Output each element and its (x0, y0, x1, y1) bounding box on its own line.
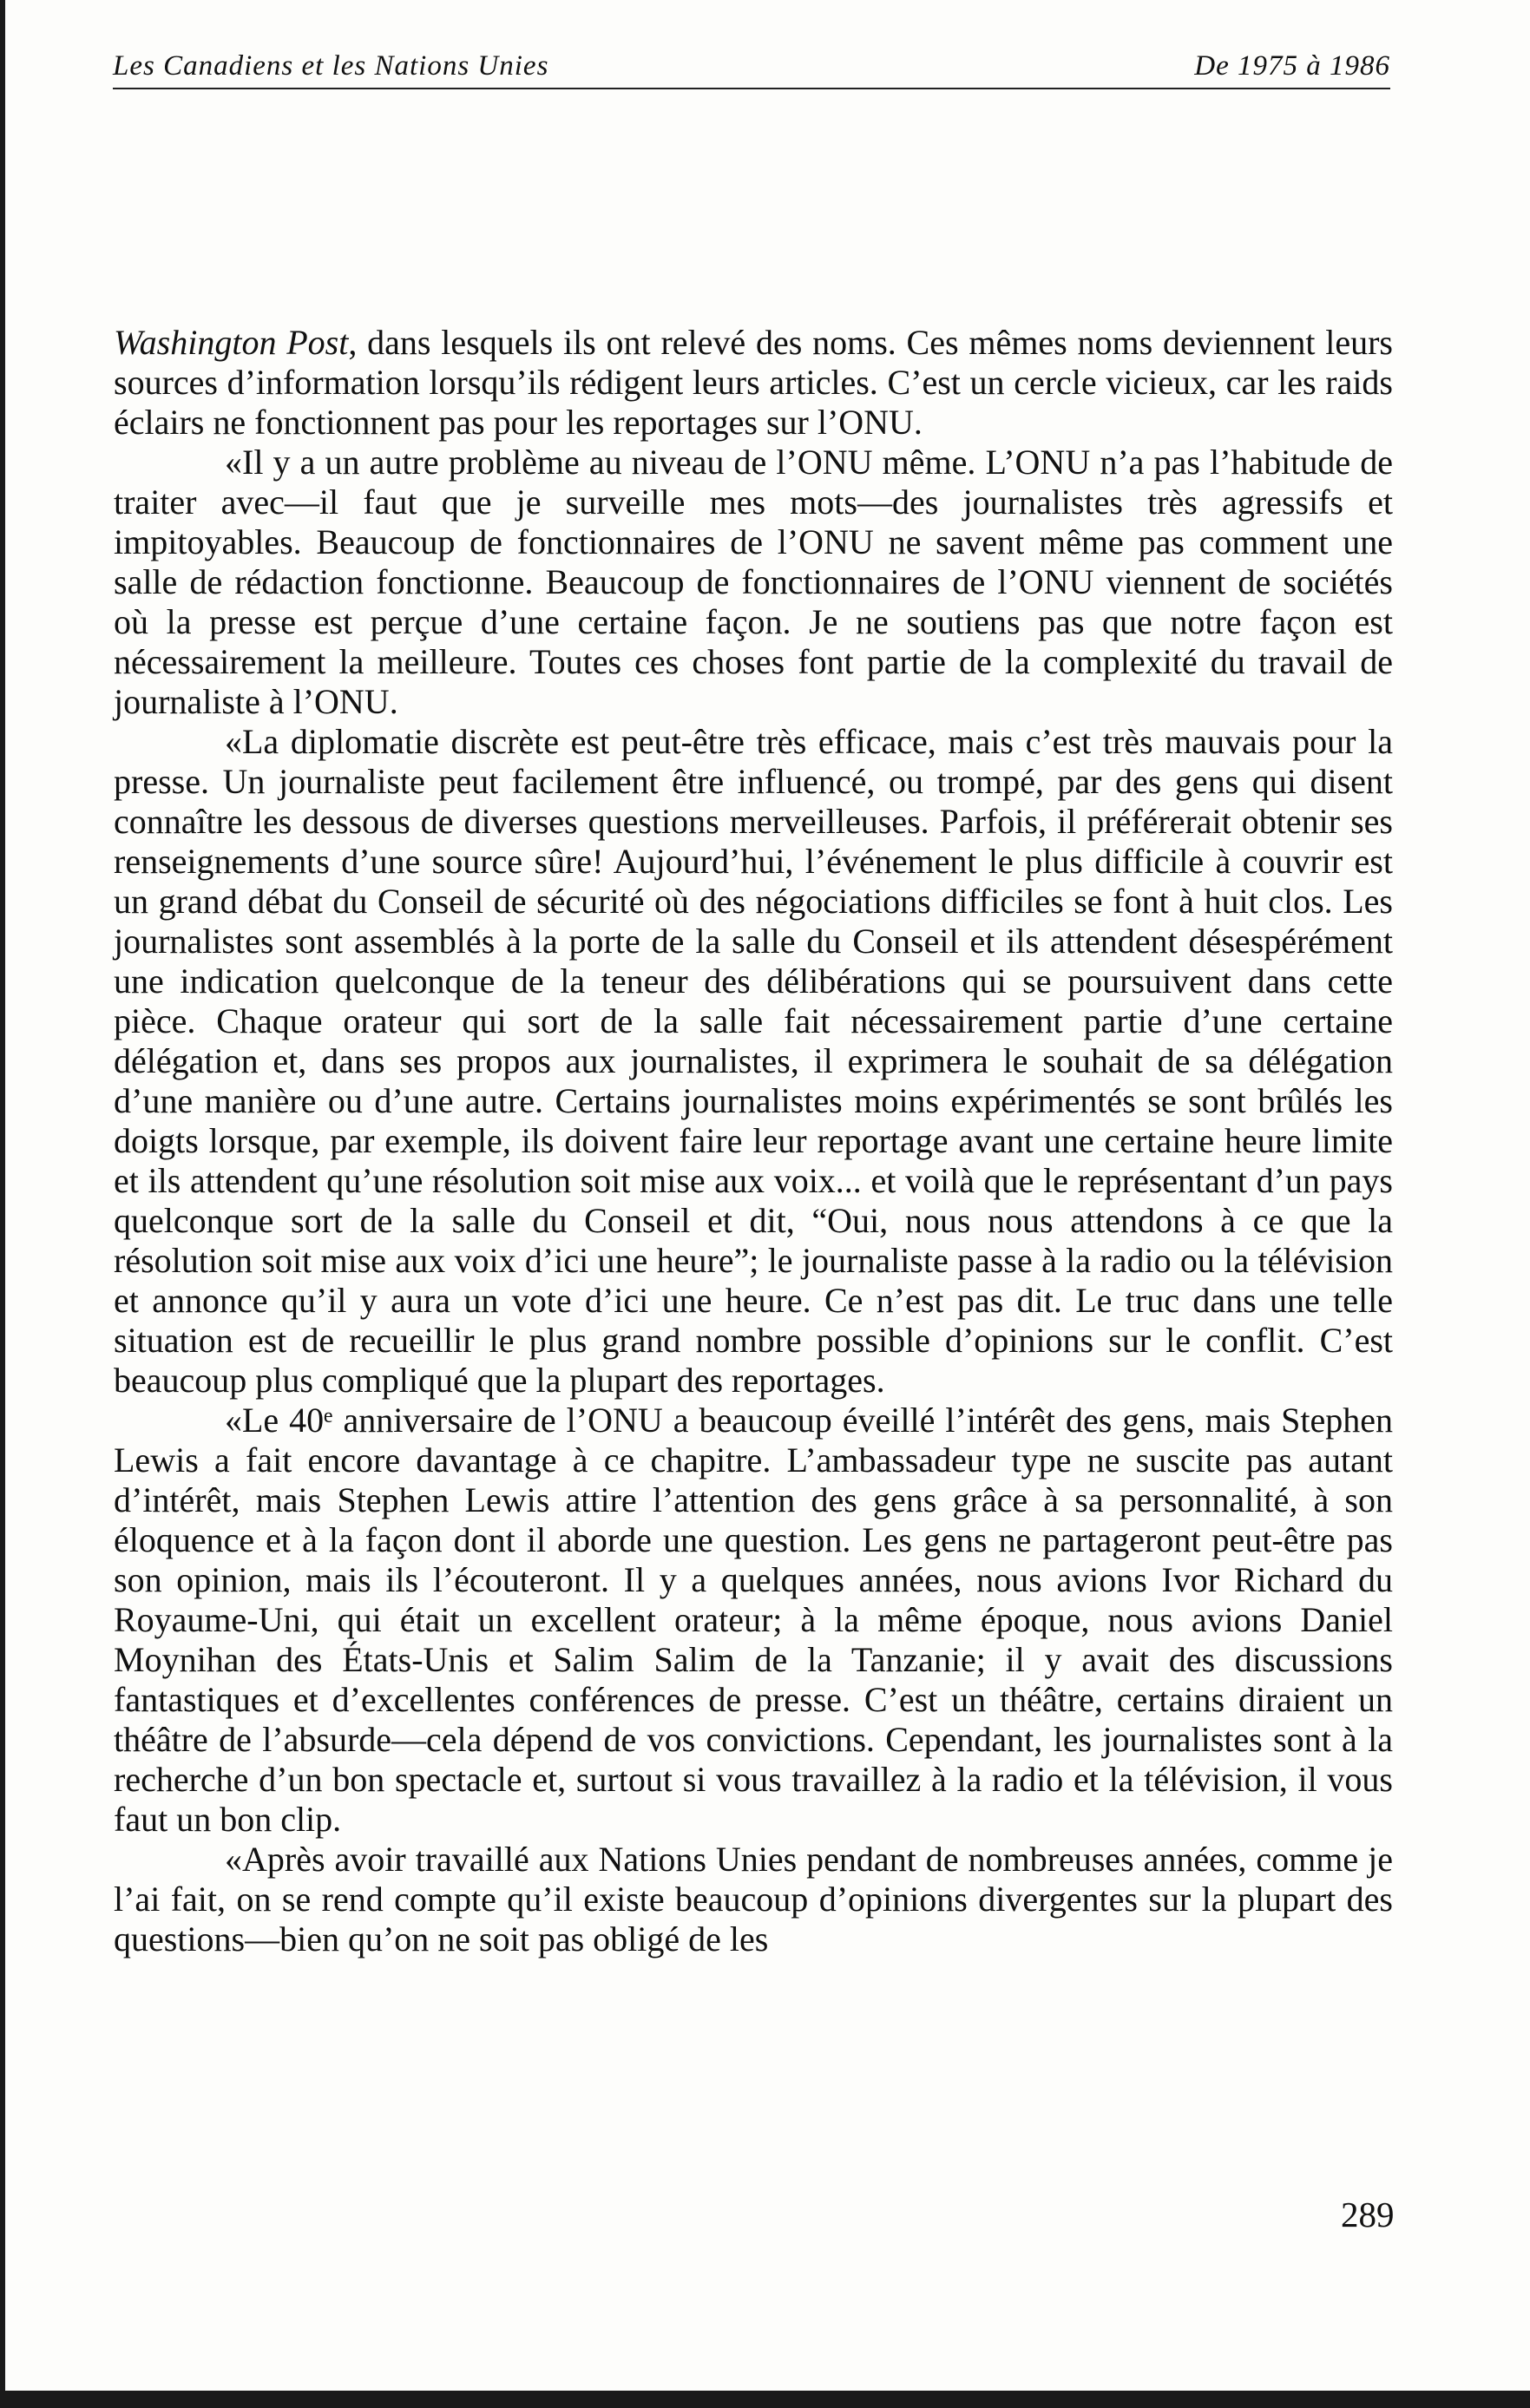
running-header (113, 50, 1390, 89)
publication-title: Washington Post (114, 323, 349, 362)
paragraph (114, 323, 1393, 443)
scan-bottom-border (0, 2391, 1530, 2408)
paragraph: «Après avoir travaillé aux Nations Unies pendant de nombreuses années, comme je l’ai fait, on se rend compte qu’il existe beaucoup d’opinions divergentes sur la plupart des questions—bien qu’on ne soit pas obligé de les (114, 1840, 1393, 1959)
scan-left-border (0, 0, 5, 2408)
body-text (114, 323, 1393, 1959)
header-period: De 1975 à 1986 (1194, 50, 1390, 82)
paragraph: «La diplomatie discrète est peut-être très efficace, mais c’est très mauvais pour la presse. Un journaliste peut facilement être influencé, ou trompé, par des gens qui disent connaître les dessous de diverses questions merveilleuses. Parfois, il préférerait obtenir ses renseignements d’une source sûre! Aujourd’hui, l’événement le plus difficile à couvrir est un grand débat du Conseil de sécurité où des négociations difficiles se font à huit clos. Les journalistes sont assemblés à la porte de la salle du Conseil et ils attendent désespérément une indication quelconque de la teneur des délibérations qui se poursuivent dans cette pièce. Chaque orateur qui sort de la salle fait nécessairement partie d’une certaine délégation et, dans ses propos aux journalistes, il exprimera le souhait de sa délégation d’une manière ou d’une autre. Certains journalistes moins expérimentés se sont brûlés les doigts lorsque, par exemple, ils doivent faire leur reportage avant une certaine heure limite et ils attendent qu’une résolution soit mise aux voix... et voilà que le représentant d’un pays quelconque sort de la salle du Conseil et dit, “Oui, nous nous attendons à ce que la résolution soit mise aux voix d’ici une heure”; le journaliste passe à la radio ou la télévision et annonce qu’il y aura un vote d’ici une heure. Ce n’est pas dit. Le truc dans une telle situation est de recueillir le plus grand nombre possible d’opinions sur le conflit. C’est beaucoup plus compliqué que la plupart des reportages. (114, 722, 1393, 1400)
paragraph: «Il y a un autre problème au niveau de l’ONU même. L’ONU n’a pas l’habitude de traiter avec—il faut que je surveille mes mots—des journalistes très agressifs et impitoyables. Beaucoup de fonctionnaires de l’ONU ne savent même pas comment une salle de rédaction fonctionne. Beaucoup de fonctionnaires de l’ONU viennent de sociétés où la presse est perçue d’une certaine façon. Je ne soutiens pas que notre façon est nécessairement la meilleure. Toutes ces choses font partie de la complexité du travail de journaliste à l’ONU. (114, 443, 1393, 721)
paragraph: «Le 40ᵉ anniversaire de l’ONU a beaucoup éveillé l’intérêt des gens, mais Stephen Lewis a fait encore davantage à ce chapitre. L’ambassadeur type ne suscite pas autant d’intérêt, mais Stephen Lewis attire l’attention des gens grâce à sa personnalité, à son éloquence et à la façon dont il aborde une question. Les gens ne partageront peut-être pas son opinion, mais ils l’écouteront. Il y a quelques années, nous avions Ivor Richard du Royaume-Uni, qui était un excellent orateur; à la même époque, nous avions Daniel Moynihan des États-Unis et Salim Salim de la Tanzanie; il y avait des discussions fantastiques et d’excellentes conférences de presse. C’est un théâtre, certains diraient un théâtre de l’absurde—cela dépend de vos convictions. Cependant, les journalistes sont à la recherche d’un bon spectacle et, surtout si vous travaillez à la radio et la télévision, il vous faut un bon clip. (114, 1401, 1393, 1839)
header-book-title: Les Canadiens et les Nations Unies (113, 50, 549, 82)
paragraph-text: , dans lesquels ils ont relevé des noms. Ces mêmes noms deviennent leurs sources d’information lorsqu’ils rédigent leurs articles. C’est un cercle vicieux, car les raids éclairs ne fonctionnent pas pour les reportages sur l’ONU. (114, 323, 1393, 442)
page-number: 289 (1341, 2195, 1395, 2234)
